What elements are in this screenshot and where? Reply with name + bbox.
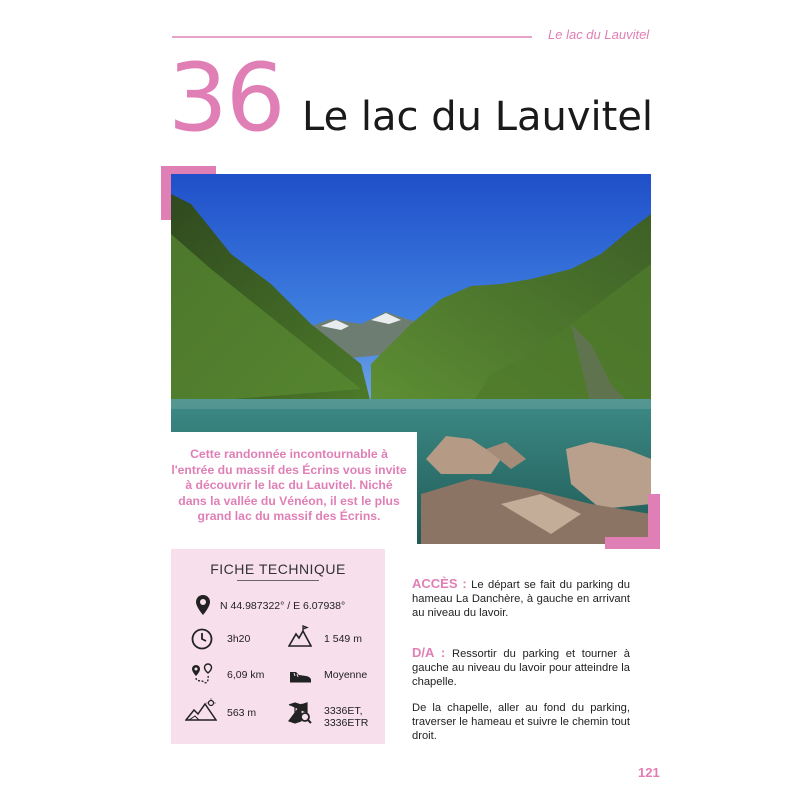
access-paragraph <box>412 577 630 620</box>
chapter-title: Le lac du Lauvitel <box>302 94 654 140</box>
map-ref-1: 3336ET, <box>324 705 363 717</box>
chapter-number: 36 <box>168 44 284 153</box>
fiche-title-underline <box>237 580 319 581</box>
location-pin-icon <box>191 593 215 617</box>
fiche-title: FICHE TECHNIQUE <box>210 561 346 577</box>
da-text: Ressortir du parking et tourner à gauche au niveau du lavoir pour atteindre la chapelle. <box>412 648 630 688</box>
page-number: 121 <box>638 765 660 780</box>
distance-value: 6,09 km <box>227 669 265 681</box>
hiking-shoe-icon <box>288 662 312 686</box>
directions-column <box>412 577 630 755</box>
fiche-technique <box>171 549 385 744</box>
intro-text: Cette randonnée incontournable à l'entrée du massif des Écrins vous invite à découvrir le lac du Lauvitel. Niché dans la vallée du Vénéon, il est le plus grand lac du massif des Écrins. <box>171 447 407 523</box>
access-text: Le départ se fait du parking du hameau La Danchère, à gauche en arrivant au niveau du lavoir. <box>412 579 630 619</box>
corner-bottom-right-v <box>648 494 660 549</box>
map-search-icon <box>288 701 312 725</box>
gps-value: N 44.987322° / E 6.07938° <box>220 600 346 612</box>
difficulty-value: Moyenne <box>324 669 368 681</box>
altitude-value: 1 549 m <box>324 633 362 645</box>
duration-value: 3h20 <box>227 633 251 645</box>
summit-icon <box>288 625 312 649</box>
elevation-gain-value: 563 m <box>227 707 257 719</box>
da-paragraph <box>412 646 630 689</box>
da-paragraph-2: De la chapelle, aller au fond du parking, traverser le hameau et suivre le chemin tout droit. <box>412 702 630 742</box>
elevation-mountains-icon <box>185 698 217 722</box>
map-ref-2: 3336ETR <box>324 717 369 729</box>
route-icon <box>190 662 214 686</box>
access-label: ACCÈS : <box>412 576 467 591</box>
header-rule <box>172 36 532 38</box>
clock-icon <box>190 627 214 651</box>
running-title: Le lac du Lauvitel <box>548 27 650 42</box>
da-label: D/A : <box>412 645 446 660</box>
